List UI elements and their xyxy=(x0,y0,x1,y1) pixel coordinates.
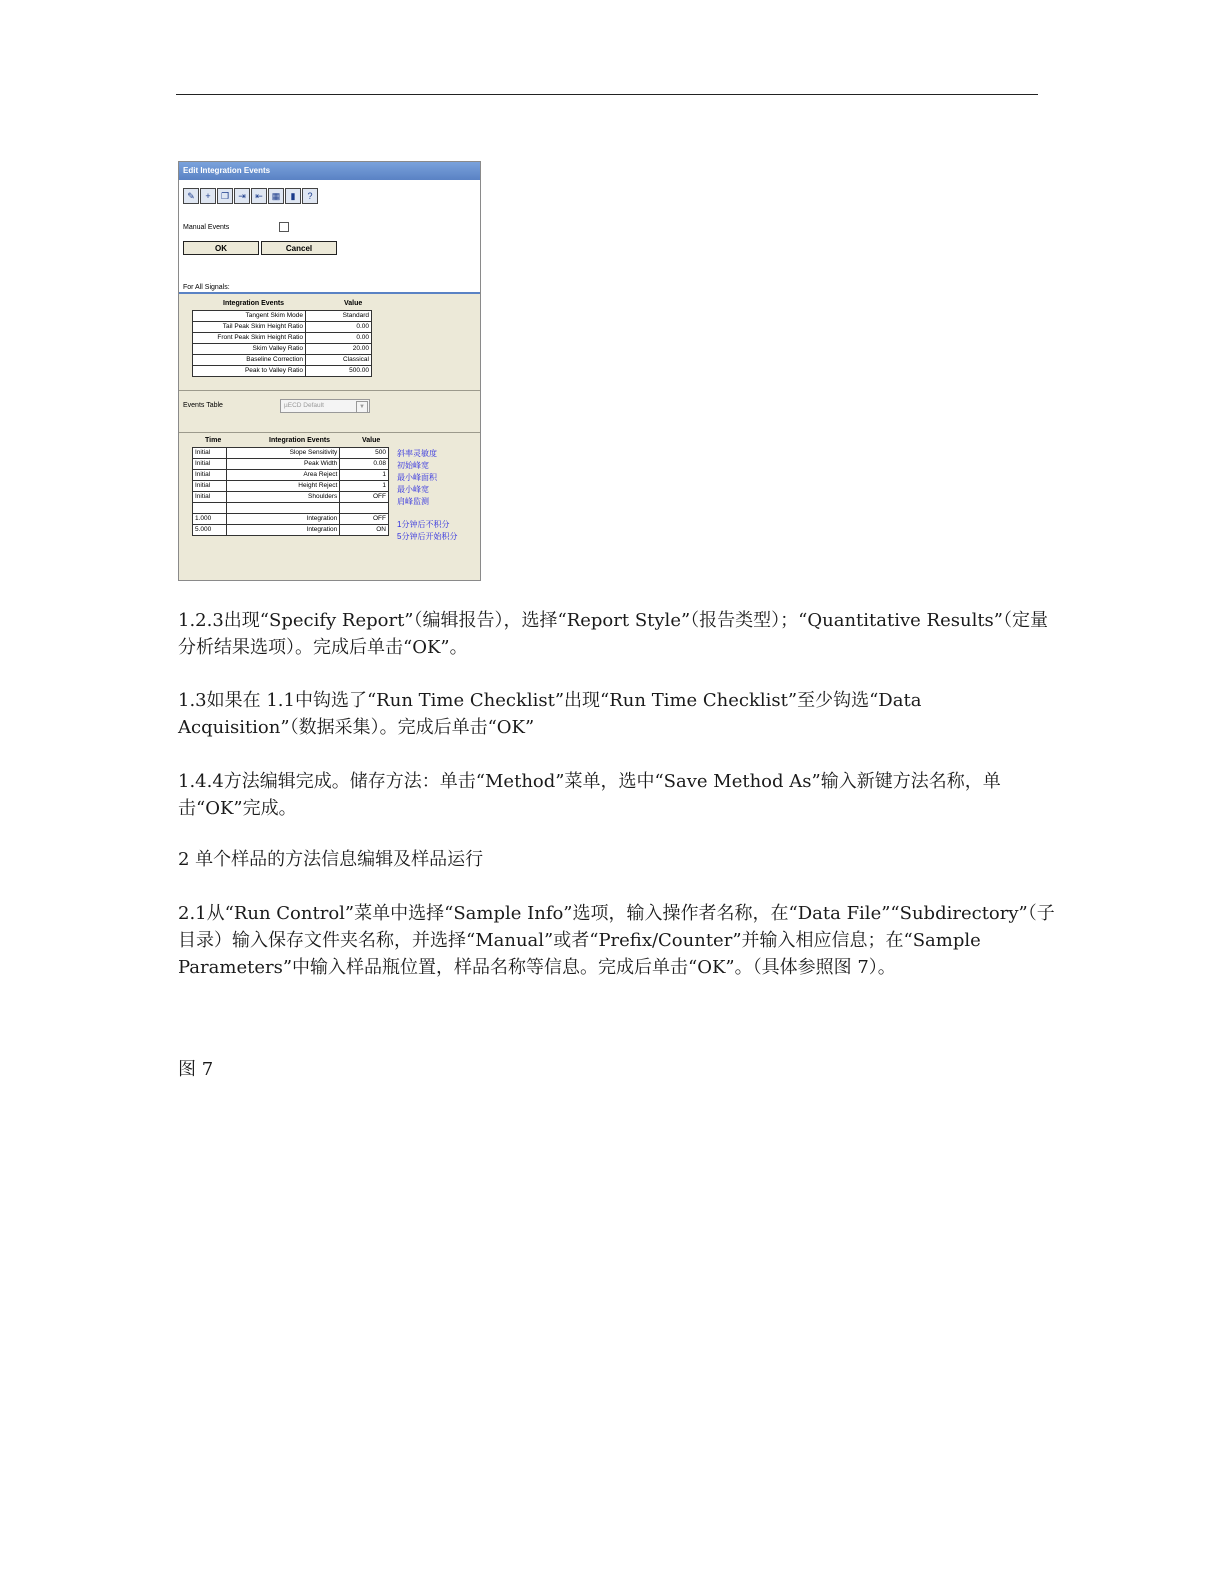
event-value-cell[interactable]: 500 xyxy=(340,448,389,459)
help-icon[interactable]: ? xyxy=(302,188,318,204)
event-name-cell: Height Reject xyxy=(226,481,339,492)
delete-icon[interactable]: ⇤ xyxy=(251,188,267,204)
table-icon[interactable]: ▦ xyxy=(268,188,284,204)
table1-header-value: Value xyxy=(344,300,363,307)
insert-icon[interactable]: ⇥ xyxy=(234,188,250,204)
time-cell xyxy=(193,503,227,514)
integration-events-table xyxy=(192,310,372,377)
table2-header-time: Time xyxy=(205,437,222,444)
table2-header-events: Integration Events xyxy=(269,437,331,444)
event-value-cell[interactable]: 0.08 xyxy=(340,459,389,470)
table-row[interactable] xyxy=(193,322,372,333)
event-value-cell[interactable]: 1 xyxy=(340,481,389,492)
annotation-peak-width: 初始峰宽 xyxy=(397,461,429,470)
event-name-cell: Front Peak Skim Height Ratio xyxy=(193,333,306,344)
table-row[interactable] xyxy=(193,492,389,503)
edit-integration-events-screenshot xyxy=(178,161,481,581)
table1-header-events: Integration Events xyxy=(223,300,285,307)
table-row[interactable] xyxy=(193,503,389,514)
table-row[interactable] xyxy=(193,481,389,492)
table-row[interactable] xyxy=(193,525,389,536)
paragraph-1-3: 1.3如果在 1.1中钩选了“Run Time Checklist”出现“Run Time Checklist”至少钩选“Data Acquisition”（数据采集）。完成后单击“OK” xyxy=(178,690,922,738)
event-value-cell[interactable]: 1 xyxy=(340,470,389,481)
event-value-cell[interactable]: Classical xyxy=(306,355,372,366)
table-row[interactable] xyxy=(193,355,372,366)
time-cell: Initial xyxy=(193,448,227,459)
table-row[interactable] xyxy=(193,344,372,355)
figure-caption: 图 7 xyxy=(178,1059,214,1080)
chevron-down-icon[interactable]: ▼ xyxy=(356,401,368,413)
event-value-cell[interactable]: OFF xyxy=(340,514,389,525)
copy-icon[interactable]: ❐ xyxy=(217,188,233,204)
event-name-cell: Tangent Skim Mode xyxy=(193,311,306,322)
time-cell: 5.000 xyxy=(193,525,227,536)
event-name-cell: Integration xyxy=(226,514,339,525)
event-name-cell: Peak to Valley Ratio xyxy=(193,366,306,377)
paragraph-1-2-3: 1.2.3出现“Specify Report”（编辑报告），选择“Report Style”（报告类型）；“Quantitative Results”（定量分析结果选项）。完成后单击“OK”。 xyxy=(178,610,1049,658)
table-row[interactable] xyxy=(193,459,389,470)
time-cell: Initial xyxy=(193,481,227,492)
events-table-label: Events Table xyxy=(183,402,223,409)
table-row[interactable] xyxy=(193,470,389,481)
ok-button[interactable]: OK xyxy=(183,241,259,255)
table-row[interactable] xyxy=(193,333,372,344)
event-name-cell: Integration xyxy=(226,525,339,536)
annotation-slope-sensitivity: 斜率灵敏度 xyxy=(397,449,437,458)
table-row[interactable] xyxy=(193,448,389,459)
add-icon[interactable]: + xyxy=(200,188,216,204)
dialog-title: Edit Integration Events xyxy=(179,162,480,180)
event-name-cell: Tail Peak Skim Height Ratio xyxy=(193,322,306,333)
event-name-cell: Peak Width xyxy=(226,459,339,470)
event-name-cell: Shoulders xyxy=(226,492,339,503)
event-value-cell[interactable]: 500.00 xyxy=(306,366,372,377)
section-divider xyxy=(179,432,480,433)
cancel-button[interactable]: Cancel xyxy=(261,241,337,255)
table-row[interactable] xyxy=(193,514,389,525)
event-value-cell[interactable]: 0.00 xyxy=(306,322,372,333)
for-all-signals-label: For All Signals: xyxy=(183,284,230,291)
time-cell: 1.000 xyxy=(193,514,227,525)
event-name-cell: Area Reject xyxy=(226,470,339,481)
manual-events-checkbox[interactable] xyxy=(279,222,289,232)
annotation-area-reject: 最小峰面积 xyxy=(397,473,437,482)
time-cell: Initial xyxy=(193,459,227,470)
time-cell: Initial xyxy=(193,470,227,481)
paragraph-1-4-4: 1.4.4方法编辑完成。储存方法：单击“Method”菜单，选中“Save Method As”输入新键方法名称，单击“OK”完成。 xyxy=(178,771,1001,819)
event-name-cell: Skim Valley Ratio xyxy=(193,344,306,355)
event-value-cell[interactable]: 20.00 xyxy=(306,344,372,355)
info-icon[interactable]: ▮ xyxy=(285,188,301,204)
dialog-toolbar xyxy=(183,188,318,204)
annotation-integration-off: 1分钟后不积分 xyxy=(397,520,450,529)
paragraph-2-1: 2.1从“Run Control”菜单中选择“Sample Info”选项，输入操作者名称，在“Data File”“Subdirectory”（子目录）输入保存文件夹名称，并选择“Manual”或者“Prefix/Counter”并输入相应信息；在“Sample Parameters”中输入样品瓶位置，样品名称等信息。完成后单击“OK”。（具体参照图 7）。 xyxy=(178,903,1055,978)
header-rule xyxy=(176,94,1038,95)
event-name-cell: Baseline Correction xyxy=(193,355,306,366)
annotation-integration-on: 5分钟后开始积分 xyxy=(397,532,458,541)
event-name-cell xyxy=(226,503,339,514)
manual-events-label: Manual Events xyxy=(183,224,230,231)
time-cell: Initial xyxy=(193,492,227,503)
section-heading-2: 2 单个样品的方法信息编辑及样品运行 xyxy=(178,849,484,870)
table-row[interactable] xyxy=(193,366,372,377)
table-row[interactable] xyxy=(193,311,372,322)
annotation-shoulders: 肩峰监测 xyxy=(397,497,429,506)
events-table-select-value: µECD Default xyxy=(284,402,324,409)
annotation-height-reject: 最小峰宽 xyxy=(397,485,429,494)
event-value-cell[interactable]: OFF xyxy=(340,492,389,503)
event-value-cell[interactable]: Standard xyxy=(306,311,372,322)
section-divider xyxy=(179,390,480,391)
event-value-cell[interactable]: ON xyxy=(340,525,389,536)
event-name-cell: Slope Sensitivity xyxy=(226,448,339,459)
event-value-cell[interactable]: 0.00 xyxy=(306,333,372,344)
events-table-select[interactable] xyxy=(280,399,370,413)
event-value-cell[interactable] xyxy=(340,503,389,514)
events-timetable xyxy=(192,447,389,536)
dialog-top-panel xyxy=(179,180,480,294)
edit-icon[interactable]: ✎ xyxy=(183,188,199,204)
table2-header-value: Value xyxy=(362,437,381,444)
